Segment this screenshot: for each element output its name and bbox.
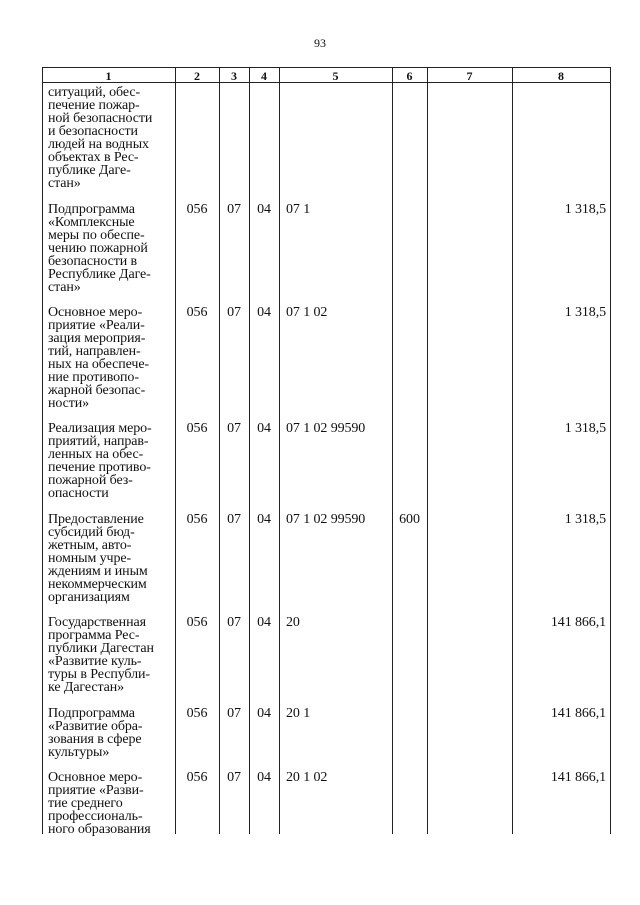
cell-col-3: 07 bbox=[227, 706, 241, 721]
row-name-line: Государственная bbox=[48, 615, 146, 630]
row-name-line: приятие «Разви- bbox=[48, 783, 144, 798]
row-name-line: жетным, авто- bbox=[48, 538, 132, 553]
cell-col-8: 141 866,1 bbox=[550, 770, 606, 785]
cell-col-5: 07 1 02 99590 bbox=[286, 512, 366, 527]
row-name-line: Реализация меро- bbox=[48, 421, 152, 436]
row-name-cell bbox=[48, 771, 176, 836]
row-name-line: зования в сфере bbox=[48, 732, 142, 747]
cell-col-4: 04 bbox=[257, 305, 271, 320]
row-name-line: культуры» bbox=[48, 745, 110, 760]
header-col-4: 4 bbox=[261, 69, 267, 83]
row-name-cell bbox=[48, 707, 176, 759]
row-name-line: публики Дагестан bbox=[48, 641, 154, 656]
row-name-line: Предоставление bbox=[48, 512, 144, 527]
row-name-line: стан» bbox=[48, 280, 81, 295]
row-name-line: ситуаций, обес- bbox=[48, 85, 141, 100]
cell-col-3: 07 bbox=[227, 615, 241, 630]
cell-col-8: 1 318,5 bbox=[564, 305, 606, 320]
cell-col-2: 056 bbox=[186, 305, 208, 320]
row-name-line: ного образования bbox=[48, 822, 151, 837]
page-number: 93 bbox=[314, 36, 326, 50]
table-top-border bbox=[42, 67, 611, 68]
row-name-cell bbox=[48, 616, 176, 694]
row-name-line: номным учре- bbox=[48, 551, 132, 566]
row-name-line: ке Дагестан» bbox=[48, 680, 125, 695]
cell-col-5: 07 1 bbox=[286, 202, 311, 217]
row-name-line: чению пожарной bbox=[48, 241, 148, 256]
row-name-line: программа Рес- bbox=[48, 628, 140, 643]
cell-col-3: 07 bbox=[227, 770, 241, 785]
cell-col-5: 07 1 02 99590 bbox=[286, 421, 366, 436]
row-name-line: «Развитие обра- bbox=[48, 719, 143, 734]
column-divider bbox=[279, 67, 280, 834]
cell-col-5: 20 1 bbox=[286, 706, 311, 721]
column-divider bbox=[392, 67, 393, 834]
header-col-5: 5 bbox=[332, 69, 339, 83]
cell-col-8: 141 866,1 bbox=[550, 706, 606, 721]
row-name-line: туры в Республи- bbox=[48, 667, 150, 682]
row-name-cell bbox=[48, 203, 176, 294]
row-name-line: пожарной без- bbox=[48, 473, 133, 488]
row-name-line: жарной безопас- bbox=[48, 383, 146, 398]
cell-col-2: 056 bbox=[186, 512, 208, 527]
row-name-cell bbox=[48, 86, 176, 190]
row-name-line: «Комплексные bbox=[48, 215, 135, 230]
row-name-line: ние противопо- bbox=[48, 370, 139, 385]
row-name-line: приятий, направ- bbox=[48, 434, 149, 449]
row-name-line: ных на обеспече- bbox=[48, 357, 149, 372]
row-name-line: и безопасности bbox=[48, 124, 138, 139]
cell-col-5: 07 1 02 bbox=[286, 305, 328, 320]
cell-col-4: 04 bbox=[257, 706, 271, 721]
cell-col-4: 04 bbox=[257, 770, 271, 785]
cell-col-4: 04 bbox=[257, 512, 271, 527]
row-name-line: субсидий бюд- bbox=[48, 525, 135, 540]
row-name-line: печение пожар- bbox=[48, 98, 140, 113]
row-name-line: «Развитие куль- bbox=[48, 654, 142, 669]
row-name-line: безопасности в bbox=[48, 254, 138, 269]
row-name-line: Основное меро- bbox=[48, 770, 143, 785]
row-name-line: зация мероприя- bbox=[48, 331, 146, 346]
cell-col-8: 1 318,5 bbox=[564, 202, 606, 217]
cell-col-4: 04 bbox=[257, 421, 271, 436]
row-name-line: ждениям и иным bbox=[48, 564, 148, 579]
cell-col-2: 056 bbox=[186, 706, 208, 721]
cell-col-2: 056 bbox=[186, 615, 208, 630]
row-name-line: профессиональ- bbox=[48, 809, 143, 824]
row-name-line: печение противо- bbox=[48, 460, 151, 475]
header-col-7: 7 bbox=[466, 69, 473, 83]
header-col-6: 6 bbox=[406, 69, 413, 83]
budget-table bbox=[42, 67, 611, 837]
row-name-line: некоммерческим bbox=[48, 577, 147, 592]
cell-col-4: 04 bbox=[257, 615, 271, 630]
cell-col-8: 141 866,1 bbox=[550, 615, 606, 630]
row-name-line: тие среднего bbox=[48, 796, 123, 811]
row-name-line: Основное меро- bbox=[48, 305, 143, 320]
cell-col-6: 600 bbox=[399, 512, 420, 527]
header-col-3: 3 bbox=[231, 69, 237, 83]
cell-col-3: 07 bbox=[227, 305, 241, 320]
row-name-line: людей на водных bbox=[48, 137, 149, 152]
row-name-line: ленных на обес- bbox=[48, 447, 144, 462]
header-col-1: 1 bbox=[105, 69, 112, 83]
row-name-cell bbox=[48, 513, 176, 604]
cell-col-2: 056 bbox=[186, 770, 208, 785]
row-name-line: меры по обеспе- bbox=[48, 228, 145, 243]
cell-col-3: 07 bbox=[227, 512, 241, 527]
row-name-line: тий, направлен- bbox=[48, 344, 141, 359]
row-name-cell bbox=[48, 422, 176, 500]
cell-col-5: 20 bbox=[286, 615, 300, 630]
row-name-line: ной безопасности bbox=[48, 111, 153, 126]
cell-col-5: 20 1 02 bbox=[286, 770, 328, 785]
header-col-2: 2 bbox=[194, 69, 200, 83]
column-divider bbox=[42, 67, 43, 834]
cell-col-4: 04 bbox=[257, 202, 271, 217]
row-name-line: публике Даге- bbox=[48, 163, 131, 178]
row-name-line: объектах в Рес- bbox=[48, 150, 139, 165]
row-name-line: ности» bbox=[48, 396, 90, 411]
cell-col-2: 056 bbox=[186, 202, 208, 217]
row-name-cell bbox=[48, 306, 176, 410]
cell-col-8: 1 318,5 bbox=[564, 512, 606, 527]
cell-col-8: 1 318,5 bbox=[564, 421, 606, 436]
row-name-line: Подпрограмма bbox=[48, 706, 135, 721]
cell-col-2: 056 bbox=[186, 421, 208, 436]
row-name-line: организациям bbox=[48, 590, 130, 605]
column-divider bbox=[610, 67, 611, 834]
row-name-line: опасности bbox=[48, 486, 109, 501]
row-name-line: приятие «Реали- bbox=[48, 318, 145, 333]
cell-col-3: 07 bbox=[227, 421, 241, 436]
cell-col-3: 07 bbox=[227, 202, 241, 217]
header-col-8: 8 bbox=[558, 69, 564, 83]
row-name-line: Республике Даге- bbox=[48, 267, 151, 282]
row-name-line: стан» bbox=[48, 176, 81, 191]
column-divider bbox=[427, 67, 428, 834]
row-name-line: Подпрограмма bbox=[48, 202, 135, 217]
